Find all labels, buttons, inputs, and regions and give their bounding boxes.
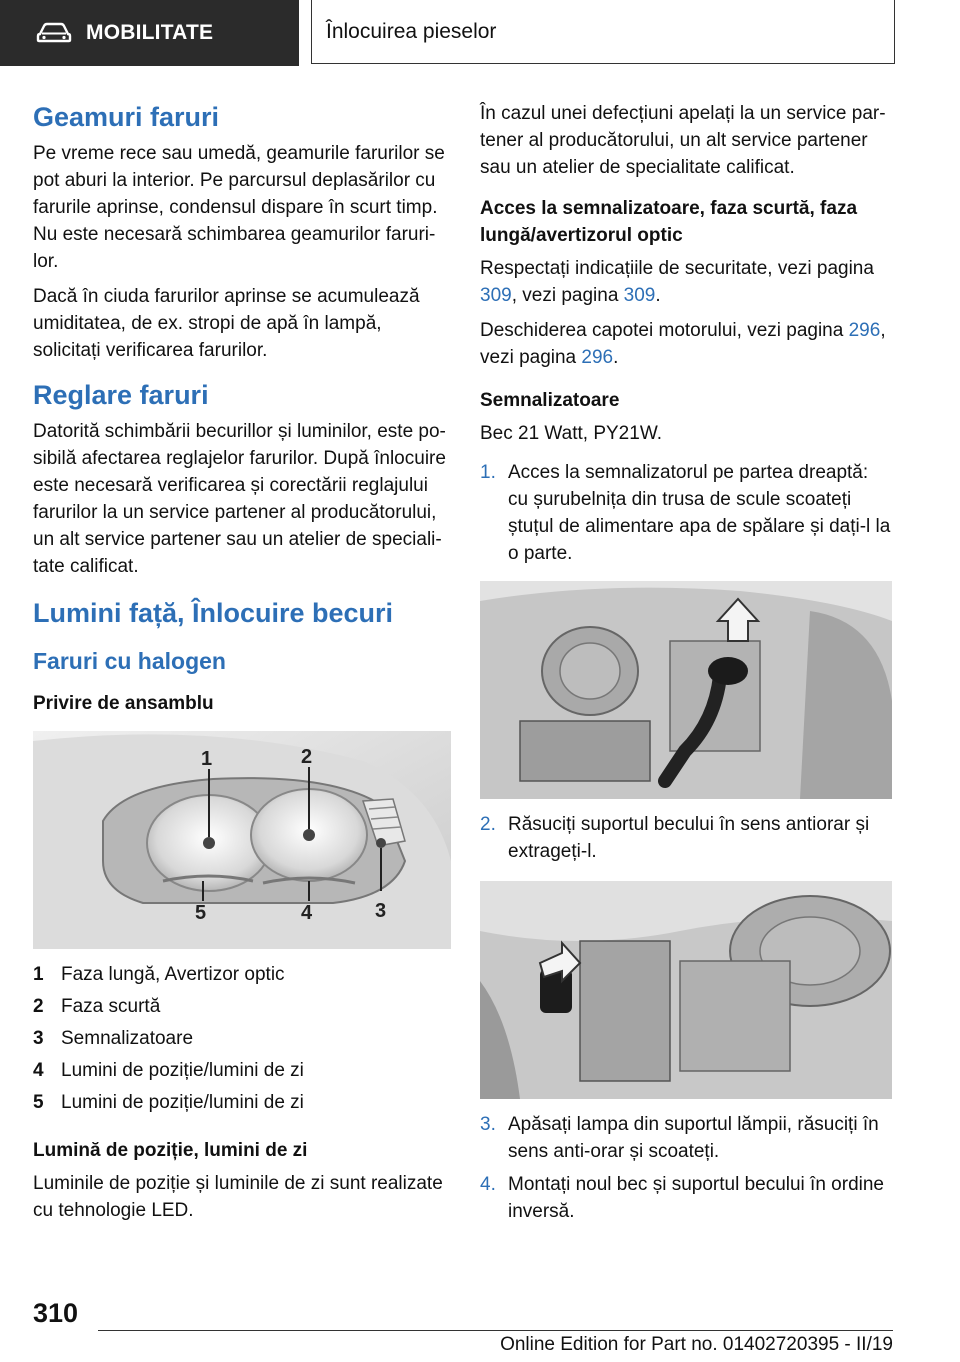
- headlight-overview-figure: [33, 731, 451, 949]
- step-item: 2. Răsuciți suportul becului în sens antiorar și extrageți-l.: [480, 814, 870, 862]
- headlight-drawing: [33, 731, 451, 949]
- heading-halogen: Faruri cu halogen: [33, 648, 226, 674]
- para-respectati: Respectați indicațiile de securitate, vezi pagina 309, vezi pagina 309.: [480, 258, 874, 306]
- legend-item: 4 Lumini de poziție/lumini de zi: [33, 1060, 304, 1081]
- legend-item: 1 Faza lungă, Avertizor optic: [33, 964, 285, 985]
- engine-bay-drawing-1: [480, 581, 892, 799]
- heading-privire: Privire de ansamblu: [33, 693, 214, 714]
- heading-pozitie: Lumină de poziție, lumini de zi: [33, 1140, 308, 1161]
- page-link[interactable]: 296: [581, 347, 614, 368]
- fig-label-3: 3: [375, 900, 387, 922]
- page-number: 310: [33, 1298, 79, 1328]
- steps-list-b: [480, 811, 892, 865]
- legend-item: 3 Semnalizatoare: [33, 1028, 194, 1049]
- engine-bay-figure-2: [480, 881, 892, 1099]
- page-link[interactable]: 309: [480, 285, 512, 306]
- para-deschiderea: Deschiderea capotei motorului, vezi pagina 296, vezi pagina 296.: [480, 320, 886, 368]
- page-link[interactable]: 309: [623, 285, 656, 306]
- para-geamuri-2: Dacă în ciuda farurilor aprinse se acumulează umiditatea, de ex. stropi de apă în lampă, solicitați verificarea farurilor.: [33, 286, 420, 361]
- fig-label-5: 5: [195, 902, 207, 924]
- car-icon: [36, 22, 72, 44]
- edition-text: Online Edition for Part no. 01402720395 - II/19: [500, 1334, 893, 1355]
- engine-bay-figure-1: [480, 581, 892, 799]
- steps-list-c: [480, 1111, 892, 1225]
- chapter-title: Înlocuirea pieselor: [326, 19, 497, 43]
- right-column: [480, 100, 892, 1231]
- engine-bay-drawing-2: [480, 881, 892, 1099]
- heading-acces: Acces la semnalizatoare, faza scurtă, faza lungă/avertizorul optic: [480, 198, 858, 246]
- para-pozitie: Luminile de poziție și luminile de zi sunt realizate cu tehnologie LED.: [33, 1173, 443, 1221]
- page-link[interactable]: 296: [848, 320, 881, 341]
- step-item: 1. Acces la semnalizatorul pe partea dreaptă: cu șurubelnița din trusa de scule scoateți ștuțul de alimentare apa de spălare și dați-l la o parte.: [480, 462, 891, 564]
- section-tab[interactable]: [0, 0, 299, 66]
- footer-divider: [98, 1330, 893, 1331]
- figure-legend: [33, 959, 451, 1119]
- step-item: 4. Montați noul bec și suportul becului în ordine inversă.: [480, 1174, 885, 1222]
- steps-list-a: [480, 459, 892, 567]
- heading-semnalizatoare: Semnalizatoare: [480, 390, 620, 411]
- legend-item: 5 Lumini de poziție/lumini de zi: [33, 1092, 304, 1113]
- heading-geamuri: Geamuri faruri: [33, 102, 220, 132]
- heading-reglare: Reglare faruri: [33, 380, 209, 410]
- heading-lumini: Lumini față, Înlocuire becuri: [33, 598, 394, 628]
- step-item: 3. Apăsați lampa din suportul lămpii, răsuciți în sens anti-orar și scoateți.: [480, 1114, 879, 1162]
- para-reglare: Datorită schimbării becurillor și luminilor, este posibilă afectarea reglajelor farurilor. După înlocuire este necesară verificarea și corectării reglajului farurilor la un service partener al producătorului, un alt service partener sau un atelier de specialitate calificat.: [33, 421, 446, 577]
- left-column: [33, 100, 451, 1232]
- para-geamuri-1: Pe vreme rece sau umedă, geamurile farurilor se pot aburi la interior. Pe parcursul deplasărilor cu farurile aprinse, condensul dispare în scurt timp. Nu este necesară schimbarea geamurilor farurilor.: [33, 143, 445, 272]
- fig-label-4: 4: [301, 902, 313, 924]
- legend-item: 2 Faza scurtă: [33, 996, 161, 1017]
- section-title: MOBILITATE: [86, 21, 214, 44]
- fig-label-1: 1: [201, 748, 213, 770]
- para-intro: În cazul unei defecțiuni apelați la un service partener al producătorului, un alt service partener sau un atelier de specialitate calificat.: [480, 103, 886, 178]
- chapter-header: [311, 0, 895, 64]
- para-bec: Bec 21 Watt, PY21W.: [480, 423, 662, 444]
- fig-label-2: 2: [301, 746, 313, 768]
